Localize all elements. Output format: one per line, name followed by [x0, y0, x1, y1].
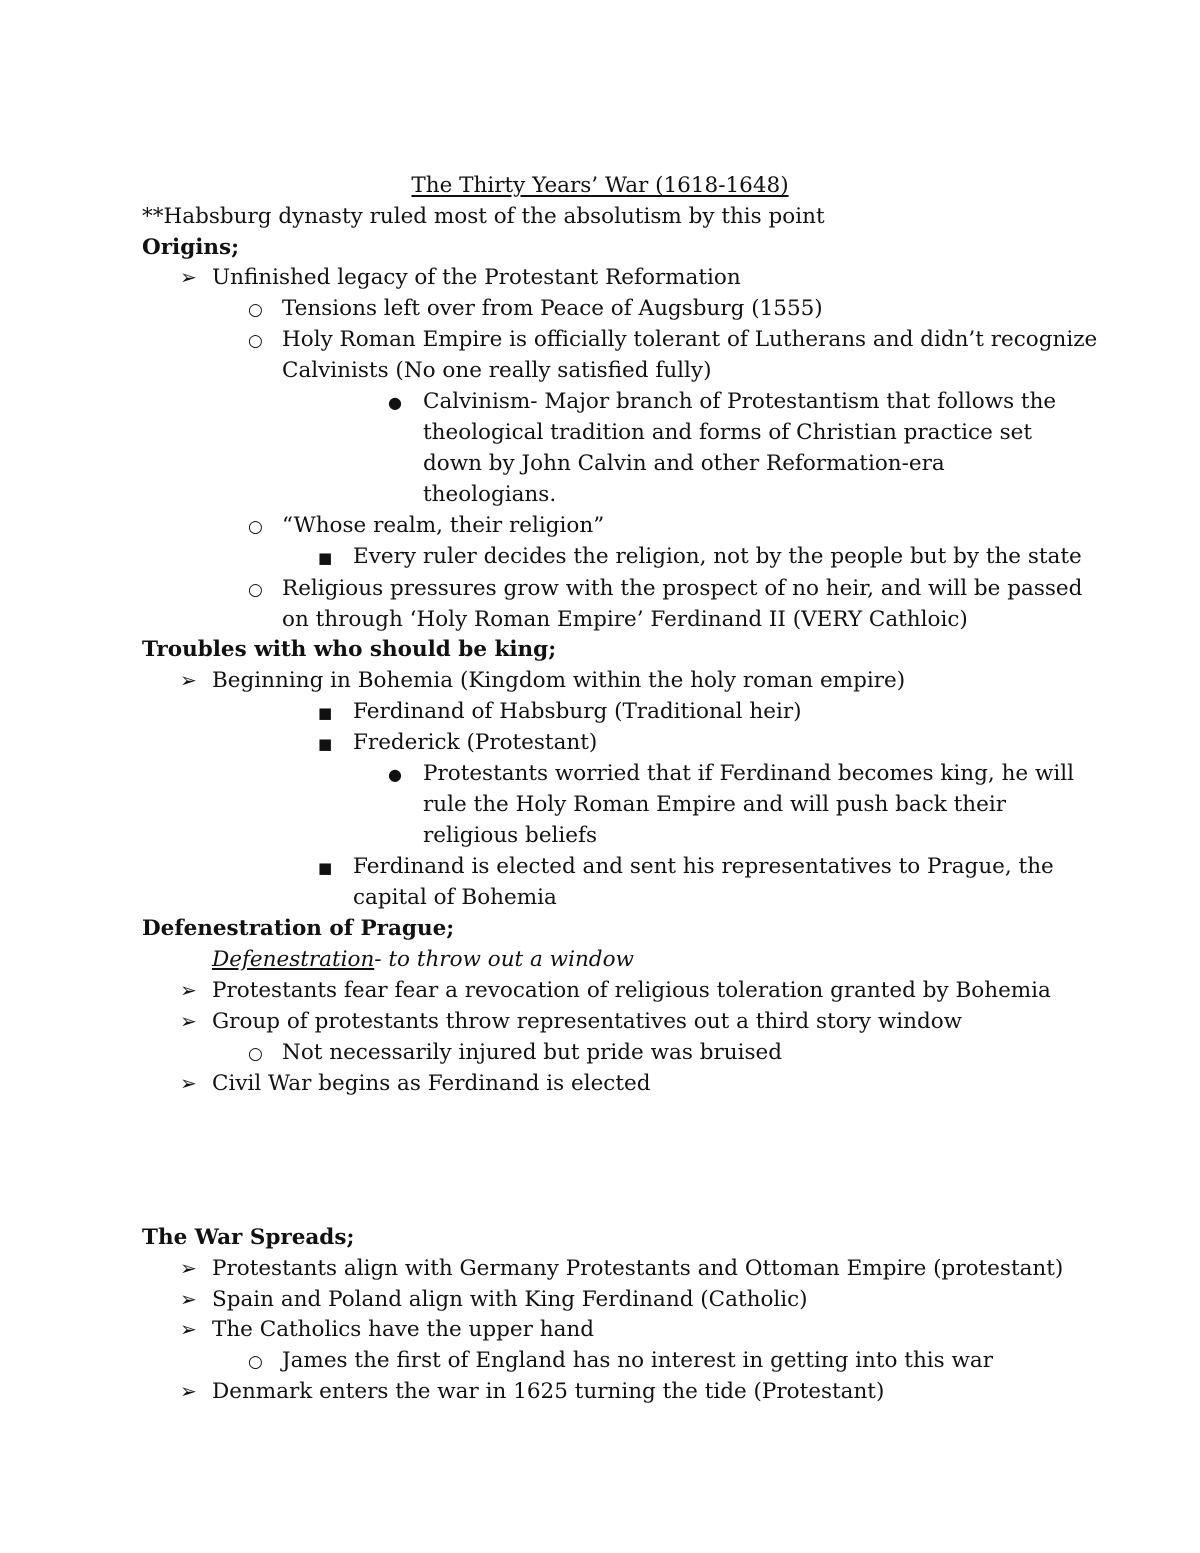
list-item: ○ Holy Roman Empire is officially tolerant of Lutherans and didn’t recognize: [248, 324, 1180, 357]
list-item: ➢ Denmark enters the war in 1625 turning the tide (Protestant): [180, 1376, 1180, 1407]
list-item: ○ Religious pressures grow with the prospect of no heir, and will be passed: [248, 573, 1180, 606]
square-bullet-icon: ■: [318, 704, 333, 722]
list-item: ➢ Protestants fear fear a revocation of religious toleration granted by Bohemia: [180, 975, 1180, 1006]
list-item-continuation: on through ‘Holy Roman Empire’ Ferdinand II (VERY Cathloic): [282, 607, 968, 632]
list-item: ➢ Group of protestants throw representatives out a third story window: [180, 1006, 1180, 1037]
list-item: ■ Ferdinand is elected and sent his representatives to Prague, the: [318, 851, 1180, 884]
circle-bullet-icon: ○: [248, 1044, 263, 1064]
list-item-continuation: capital of Bohemia: [353, 885, 557, 910]
arrow-bullet-icon: ➢: [180, 265, 197, 289]
arrow-bullet-icon: ➢: [180, 668, 197, 692]
list-item-continuation: down by John Calvin and other Reformation-era: [423, 451, 945, 476]
list-item: ➢ The Catholics have the upper hand: [180, 1314, 1180, 1345]
list-item: ● Protestants worried that if Ferdinand becomes king, he will: [388, 758, 1180, 790]
list-item-continuation: religious beliefs: [423, 823, 598, 848]
list-item-continuation: Calvinists (No one really satisfied fully): [282, 358, 712, 383]
circle-bullet-icon: ○: [248, 300, 263, 320]
list-item: ➢ Spain and Poland align with King Ferdinand (Catholic): [180, 1284, 1180, 1315]
circle-bullet-icon: ○: [248, 580, 263, 600]
square-bullet-icon: ■: [318, 549, 333, 567]
definition-term: Defenestration: [212, 947, 375, 972]
list-item: ➢ Protestants align with Germany Protestants and Ottoman Empire (protestant): [180, 1253, 1180, 1284]
square-bullet-icon: ■: [318, 735, 333, 753]
arrow-bullet-icon: ➢: [180, 1379, 197, 1403]
list-item: ■ Every ruler decides the religion, not by the people but by the state: [318, 541, 1180, 574]
list-item: ○ “Whose realm, their religion”: [248, 510, 1180, 543]
list-item: ➢ Beginning in Bohemia (Kingdom within the holy roman empire): [180, 665, 1180, 696]
list-item: ○ James the first of England has no interest in getting into this war: [248, 1345, 1180, 1378]
list-item-continuation: rule the Holy Roman Empire and will push back their: [423, 792, 1007, 817]
circle-bullet-icon: ○: [248, 517, 263, 537]
list-item: ● Calvinism- Major branch of Protestantism that follows the: [388, 386, 1180, 418]
list-item: ➢ Civil War begins as Ferdinand is elected: [180, 1068, 1180, 1099]
defenestration-heading: Defenestration of Prague;: [142, 916, 455, 941]
dot-bullet-icon: ●: [388, 393, 402, 412]
arrow-bullet-icon: ➢: [180, 1009, 197, 1033]
origins-heading: Origins;: [142, 235, 240, 260]
list-item: ➢ Unfinished legacy of the Protestant Reformation: [180, 262, 1180, 293]
list-item: ○ Tensions left over from Peace of Augsburg (1555): [248, 293, 1180, 326]
document-title: The Thirty Years’ War (1618-1648): [411, 173, 789, 198]
list-item-continuation: theological tradition and forms of Christian practice set: [423, 420, 1033, 445]
arrow-bullet-icon: ➢: [180, 1287, 197, 1311]
circle-bullet-icon: ○: [248, 1352, 263, 1372]
troubles-heading: Troubles with who should be king;: [142, 637, 557, 662]
list-item: ■ Frederick (Protestant): [318, 727, 1180, 760]
dot-bullet-icon: ●: [388, 765, 402, 784]
definition-line: [212, 944, 1180, 975]
definition-text: - to throw out a window: [374, 947, 634, 972]
arrow-bullet-icon: ➢: [180, 1071, 197, 1095]
list-item-continuation: theologians.: [423, 482, 557, 507]
list-item: ○ Not necessarily injured but pride was bruised: [248, 1037, 1180, 1070]
square-bullet-icon: ■: [318, 859, 333, 877]
arrow-bullet-icon: ➢: [180, 1317, 197, 1341]
intro-note: **Habsburg dynasty ruled most of the absolutism by this point: [142, 204, 825, 229]
arrow-bullet-icon: ➢: [180, 1256, 197, 1280]
circle-bullet-icon: ○: [248, 331, 263, 351]
war-spreads-heading: The War Spreads;: [142, 1225, 355, 1250]
arrow-bullet-icon: ➢: [180, 978, 197, 1002]
list-item: ■ Ferdinand of Habsburg (Traditional heir): [318, 696, 1180, 729]
